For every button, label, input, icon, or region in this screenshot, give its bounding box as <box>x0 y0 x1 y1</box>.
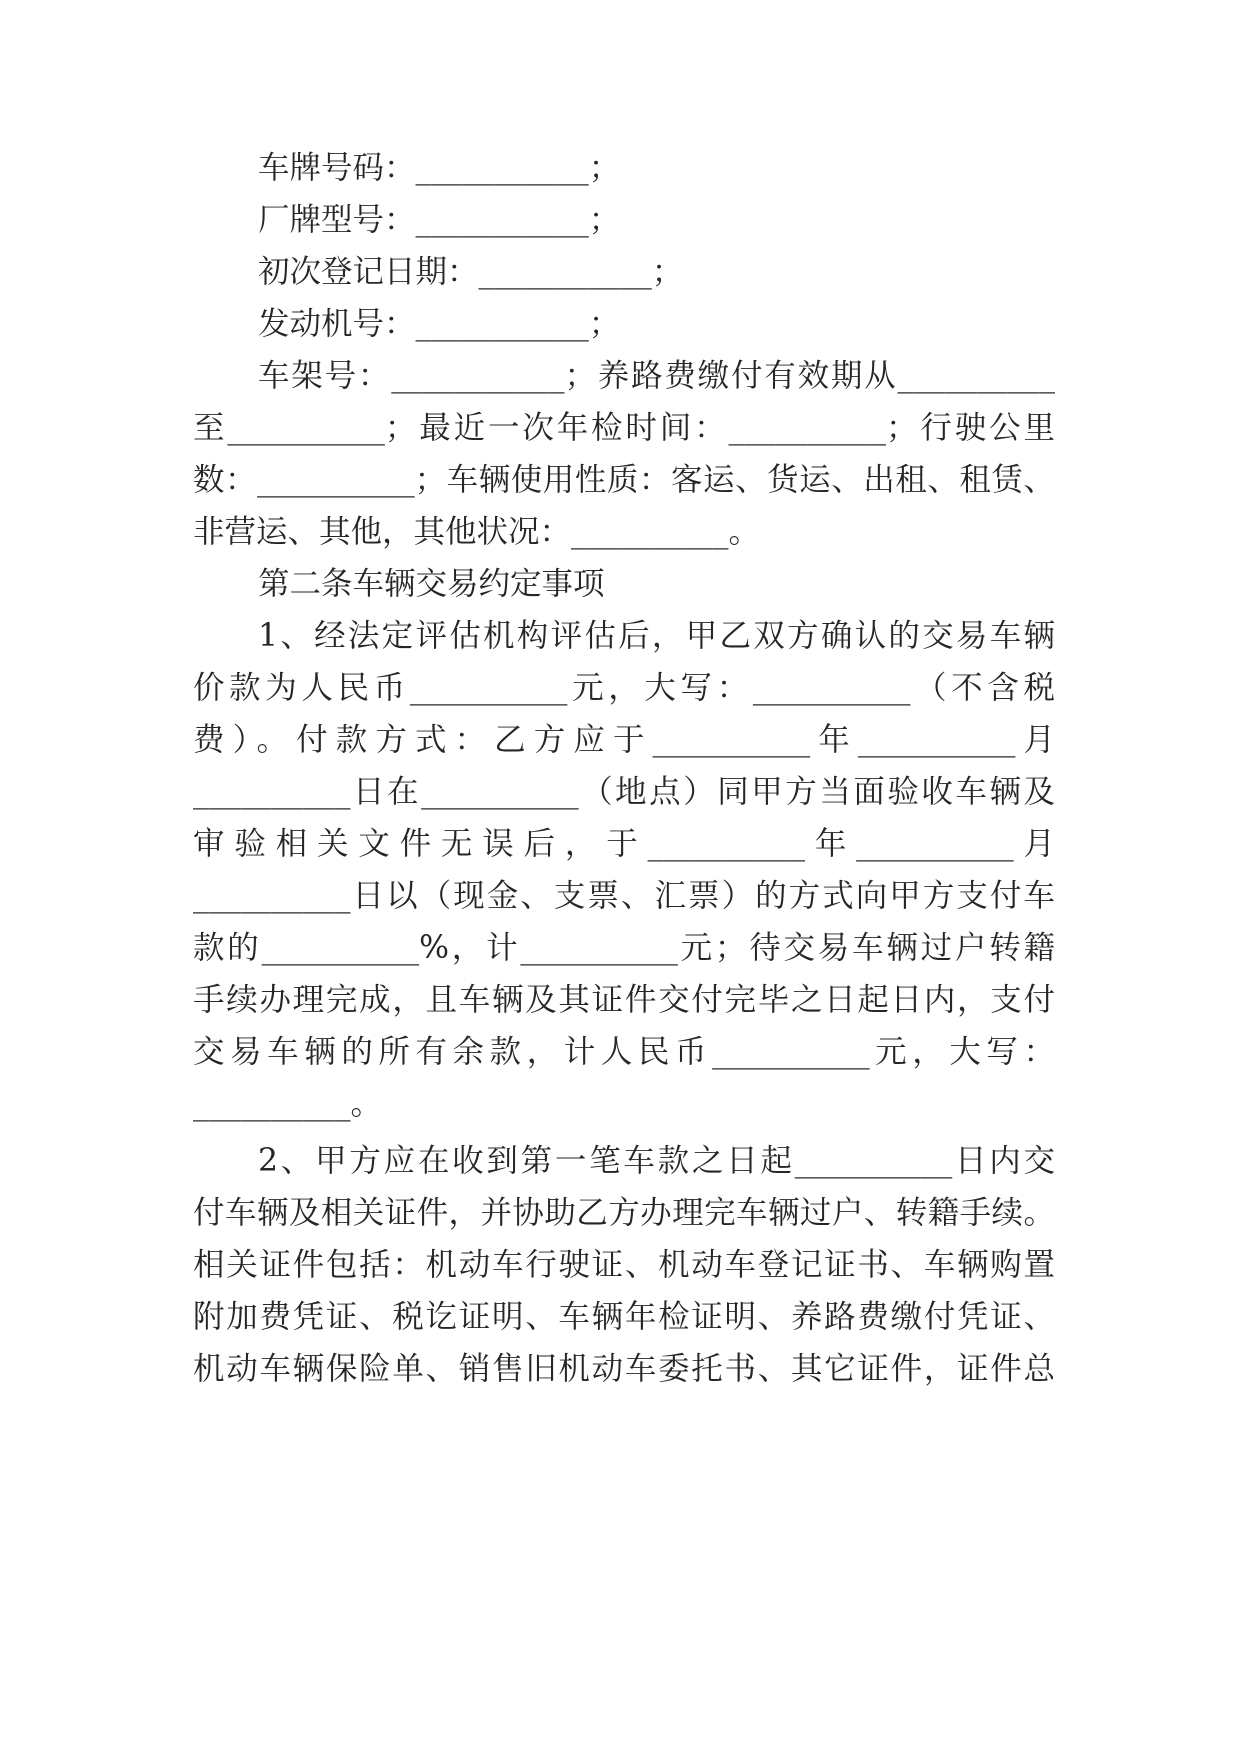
field-frame-number: 车架号：___________；养路费缴付有效期从__________ <box>258 358 1055 394</box>
clause-1-line: 款的__________%，计__________元；待交易车辆过户转籍 <box>193 930 1055 966</box>
field-license-plate: 车牌号码：___________； <box>258 150 621 186</box>
clause-1-line: 1、经法定评估机构评估后，甲乙双方确认的交易车辆 <box>258 618 1055 654</box>
section-heading: 第二条车辆交易约定事项 <box>258 566 605 602</box>
clause-1-line: 价款为人民币__________元，大写：__________（不含税 <box>193 670 1055 706</box>
clause-1-line: __________日在__________（地点）同甲方当面验收车辆及 <box>193 774 1055 810</box>
clause-1-line: __________。 <box>193 1086 383 1122</box>
field-first-registration-date: 初次登记日期：___________； <box>258 254 684 290</box>
field-brand-model: 厂牌型号：___________； <box>258 202 621 238</box>
paragraph-line: 数：__________；车辆使用性质：客运、货运、出租、租赁、 <box>193 462 1055 498</box>
clause-2-line: 2、甲方应在收到第一笔车款之日起__________日内交 <box>258 1143 1055 1179</box>
clause-1-line: __________日以（现金、支票、汇票）的方式向甲方支付车 <box>193 878 1055 914</box>
clause-1-line: 费）。付款方式：乙方应于__________年__________月 <box>193 722 1055 758</box>
clause-1-line: 手续办理完成，且车辆及其证件交付完毕之日起日内，支付 <box>193 982 1055 1018</box>
clause-2-line: 机动车辆保险单、销售旧机动车委托书、其它证件，证件总 <box>193 1351 1055 1387</box>
field-engine-number: 发动机号：___________； <box>258 306 621 342</box>
clause-2-line: 相关证件包括：机动车行驶证、机动车登记证书、车辆购置 <box>193 1247 1055 1283</box>
clause-2-line: 附加费凭证、税讫证明、车辆年检证明、养路费缴付凭证、 <box>193 1299 1055 1335</box>
paragraph-line: 至__________；最近一次年检时间：__________；行驶公里 <box>193 410 1055 446</box>
clause-1-line: 交易车辆的所有余款，计人民币__________元，大写： <box>193 1034 1055 1070</box>
clause-2-line: 付车辆及相关证件，并协助乙方办理完车辆过户、转籍手续。 <box>193 1195 1055 1231</box>
paragraph-line: 非营运、其他，其他状况：__________。 <box>193 514 761 550</box>
clause-1-line: 审验相关文件无误后，于__________年__________月 <box>193 826 1055 862</box>
